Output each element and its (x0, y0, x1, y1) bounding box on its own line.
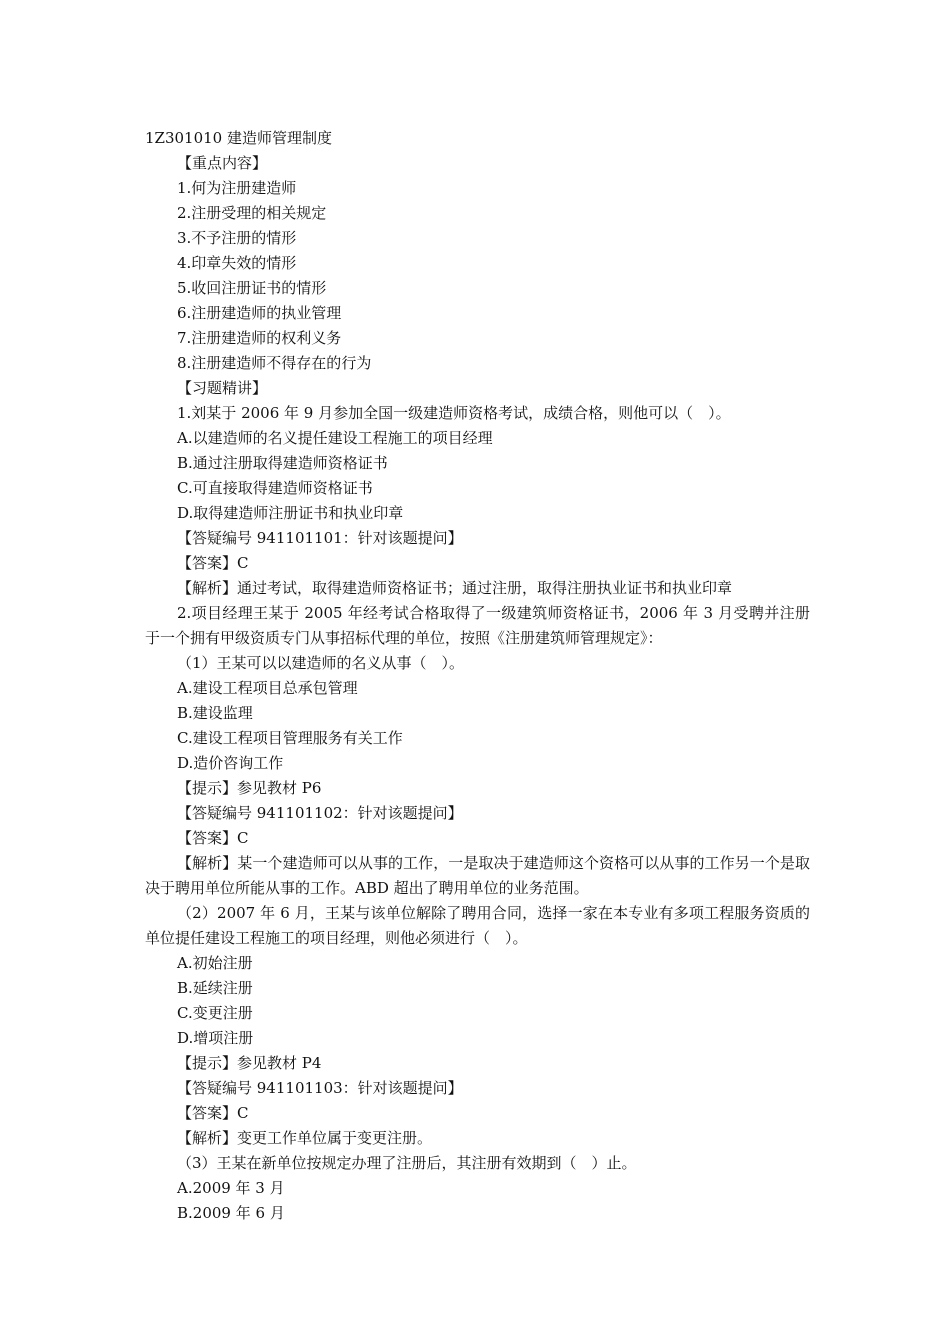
sub-question-text: （3）王某在新单位按规定办理了注册后，其注册有效期到（ ）止。 (177, 1154, 637, 1172)
option-d: D.增项注册 (177, 1029, 254, 1047)
option-a: A.建设工程项目总承包管理 (177, 679, 358, 697)
question-id: 【答疑编号 941101103：针对该题提问】 (177, 1079, 463, 1097)
list-item: 2.注册受理的相关规定 (177, 204, 327, 222)
option-c: C.可直接取得建造师资格证书 (177, 479, 373, 497)
section-title: 1Z301010 建造师管理制度 (145, 129, 332, 147)
option-c: C.建设工程项目管理服务有关工作 (177, 729, 403, 747)
option-a: A.2009 年 3 月 (177, 1179, 285, 1197)
question-id: 【答疑编号 941101101：针对该题提问】 (177, 529, 463, 547)
analysis: 【解析】通过考试，取得建造师资格证书；通过注册，取得注册执业证书和执业印章 (177, 579, 733, 597)
list-item: 7.注册建造师的权利义务 (177, 329, 342, 347)
option-b: B.通过注册取得建造师资格证书 (177, 454, 388, 472)
option-a: A.初始注册 (177, 954, 253, 972)
answer: 【答案】C (177, 1104, 249, 1122)
list-item: 3.不予注册的情形 (177, 229, 297, 247)
analysis: 【解析】变更工作单位属于变更注册。 (177, 1129, 433, 1147)
hint: 【提示】参见教材 P4 (177, 1054, 322, 1072)
option-b: B.2009 年 6 月 (177, 1204, 285, 1222)
question-text: 2.项目经理王某于 2005 年经考试合格取得了一级建筑师资格证书，2006 年 3 月受聘并注册于一个拥有甲级资质专门从事招标代理的单位，按照《注册建筑师管理规定》： (145, 604, 810, 647)
list-item: 4.印章失效的情形 (177, 254, 297, 272)
option-b: B.建设监理 (177, 704, 253, 722)
option-a: A.以建造师的名义提任建设工程施工的项目经理 (177, 429, 493, 447)
answer: 【答案】C (177, 554, 249, 572)
document-body (145, 126, 810, 1226)
sub-question-text: （2）2007 年 6 月，王某与该单位解除了聘用合同，选择一家在本专业有多项工程服务资质的单位提任建设工程施工的项目经理，则他必须进行（ ）。 (145, 904, 810, 947)
heading-key-content: 【重点内容】 (177, 154, 268, 172)
hint: 【提示】参见教材 P6 (177, 779, 322, 797)
answer: 【答案】C (177, 829, 249, 847)
sub-question-text: （1）王某可以以建造师的名义从事（ ）。 (177, 654, 465, 672)
list-item: 1.何为注册建造师 (177, 179, 297, 197)
option-d: D.取得建造师注册证书和执业印章 (177, 504, 404, 522)
analysis: 【解析】某一个建造师可以从事的工作，一是取决于建造师这个资格可以从事的工作另一个是取决于聘用单位所能从事的工作。ABD 超出了聘用单位的业务范围。 (145, 854, 810, 897)
option-c: C.变更注册 (177, 1004, 253, 1022)
question-id: 【答疑编号 941101102：针对该题提问】 (177, 804, 463, 822)
option-d: D.造价咨询工作 (177, 754, 284, 772)
list-item: 5.收回注册证书的情形 (177, 279, 327, 297)
list-item: 6.注册建造师的执业管理 (177, 304, 342, 322)
heading-exercises: 【习题精讲】 (177, 379, 268, 397)
question-text: 1.刘某于 2006 年 9 月参加全国一级建造师资格考试，成绩合格，则他可以（ ）。 (177, 404, 731, 422)
option-b: B.延续注册 (177, 979, 253, 997)
list-item: 8.注册建造师不得存在的行为 (177, 354, 372, 372)
